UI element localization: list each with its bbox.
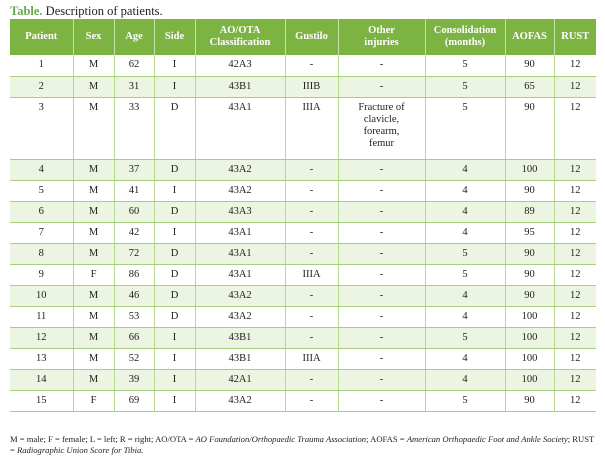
- table-footnote: [10, 434, 596, 456]
- cell-patient: 8: [10, 243, 73, 264]
- cell-patient: 5: [10, 180, 73, 201]
- cell-age: 86: [114, 264, 154, 285]
- table-row: [10, 97, 596, 159]
- table-row: [10, 306, 596, 327]
- cell-sex: M: [73, 327, 114, 348]
- cell-age: 52: [114, 348, 154, 369]
- table-row: [10, 180, 596, 201]
- cell-aofas: 90: [505, 55, 554, 76]
- cell-side: D: [154, 243, 195, 264]
- table-row: [10, 159, 596, 180]
- cell-aofas: 100: [505, 369, 554, 390]
- cell-ao-ota-classification: 43B1: [195, 327, 285, 348]
- cell-gustilo: -: [285, 306, 338, 327]
- cell-age: 41: [114, 180, 154, 201]
- cell-age: 42: [114, 222, 154, 243]
- table-row: [10, 243, 596, 264]
- cell-side: I: [154, 76, 195, 97]
- cell-sex: M: [73, 76, 114, 97]
- cell-aofas: 90: [505, 97, 554, 159]
- cell-gustilo: -: [285, 369, 338, 390]
- cell-patient: 7: [10, 222, 73, 243]
- cell-patient: 4: [10, 159, 73, 180]
- table-row: [10, 390, 596, 411]
- cell-rust: 12: [554, 222, 596, 243]
- cell-consolidation: 5: [425, 55, 505, 76]
- cell-consolidation: 4: [425, 306, 505, 327]
- cell-ao-ota-classification: 43A1: [195, 222, 285, 243]
- cell-aofas: 100: [505, 348, 554, 369]
- header-other-injuries: Other injuries: [338, 19, 425, 55]
- cell-rust: 12: [554, 159, 596, 180]
- cell-consolidation: 4: [425, 285, 505, 306]
- cell-patient: 14: [10, 369, 73, 390]
- footnote-text: ; RUST =: [10, 434, 595, 455]
- cell-consolidation: 5: [425, 264, 505, 285]
- cell-gustilo: IIIA: [285, 97, 338, 159]
- cell-other-injuries: -: [338, 243, 425, 264]
- header-side: Side: [154, 19, 195, 55]
- cell-side: I: [154, 390, 195, 411]
- cell-other-injuries: -: [338, 348, 425, 369]
- cell-age: 60: [114, 201, 154, 222]
- cell-consolidation: 4: [425, 369, 505, 390]
- cell-rust: 12: [554, 180, 596, 201]
- cell-sex: M: [73, 55, 114, 76]
- cell-rust: 12: [554, 55, 596, 76]
- cell-consolidation: 4: [425, 180, 505, 201]
- cell-ao-ota-classification: 43A2: [195, 285, 285, 306]
- cell-gustilo: -: [285, 55, 338, 76]
- cell-side: I: [154, 180, 195, 201]
- table-body: [10, 55, 596, 411]
- cell-side: D: [154, 201, 195, 222]
- table-row: [10, 222, 596, 243]
- cell-age: 53: [114, 306, 154, 327]
- header-gustilo: Gustilo: [285, 19, 338, 55]
- cell-rust: 12: [554, 327, 596, 348]
- cell-ao-ota-classification: 42A3: [195, 55, 285, 76]
- cell-other-injuries: -: [338, 264, 425, 285]
- header-rust: RUST: [554, 19, 596, 55]
- header-ao-ota-classification: AO/OTA Classification: [195, 19, 285, 55]
- cell-aofas: 100: [505, 159, 554, 180]
- cell-ao-ota-classification: 43A3: [195, 201, 285, 222]
- cell-rust: 12: [554, 306, 596, 327]
- cell-rust: 12: [554, 201, 596, 222]
- cell-age: 39: [114, 369, 154, 390]
- cell-aofas: 89: [505, 201, 554, 222]
- cell-side: I: [154, 327, 195, 348]
- cell-age: 62: [114, 55, 154, 76]
- cell-gustilo: -: [285, 201, 338, 222]
- cell-age: 46: [114, 285, 154, 306]
- cell-side: D: [154, 97, 195, 159]
- cell-sex: M: [73, 201, 114, 222]
- cell-ao-ota-classification: 43A2: [195, 306, 285, 327]
- cell-ao-ota-classification: 43B1: [195, 348, 285, 369]
- cell-patient: 9: [10, 264, 73, 285]
- cell-other-injuries: -: [338, 55, 425, 76]
- table-header: [10, 19, 596, 55]
- cell-gustilo: -: [285, 159, 338, 180]
- table-caption: [10, 3, 163, 19]
- cell-sex: M: [73, 243, 114, 264]
- cell-sex: F: [73, 390, 114, 411]
- cell-other-injuries: -: [338, 285, 425, 306]
- cell-age: 69: [114, 390, 154, 411]
- cell-age: 66: [114, 327, 154, 348]
- cell-patient: 13: [10, 348, 73, 369]
- cell-consolidation: 5: [425, 76, 505, 97]
- table-row: [10, 348, 596, 369]
- table-row: [10, 327, 596, 348]
- cell-rust: 12: [554, 76, 596, 97]
- cell-other-injuries: -: [338, 306, 425, 327]
- patients-table: [10, 19, 596, 412]
- cell-age: 72: [114, 243, 154, 264]
- cell-side: I: [154, 348, 195, 369]
- cell-gustilo: IIIA: [285, 348, 338, 369]
- header-row: [10, 19, 596, 55]
- cell-other-injuries: -: [338, 159, 425, 180]
- cell-aofas: 65: [505, 76, 554, 97]
- cell-side: D: [154, 285, 195, 306]
- cell-patient: 6: [10, 201, 73, 222]
- cell-patient: 2: [10, 76, 73, 97]
- cell-ao-ota-classification: 43A2: [195, 159, 285, 180]
- cell-patient: 15: [10, 390, 73, 411]
- cell-age: 31: [114, 76, 154, 97]
- header-patient: Patient: [10, 19, 73, 55]
- cell-gustilo: -: [285, 243, 338, 264]
- cell-aofas: 90: [505, 180, 554, 201]
- cell-side: D: [154, 306, 195, 327]
- header-age: Age: [114, 19, 154, 55]
- cell-ao-ota-classification: 43A1: [195, 97, 285, 159]
- cell-other-injuries: -: [338, 201, 425, 222]
- cell-gustilo: -: [285, 222, 338, 243]
- cell-sex: M: [73, 369, 114, 390]
- cell-rust: 12: [554, 390, 596, 411]
- cell-consolidation: 5: [425, 390, 505, 411]
- cell-patient: 3: [10, 97, 73, 159]
- cell-aofas: 90: [505, 285, 554, 306]
- cell-rust: 12: [554, 97, 596, 159]
- cell-rust: 12: [554, 243, 596, 264]
- cell-ao-ota-classification: 43A2: [195, 390, 285, 411]
- header-consolidation: Consolidation (months): [425, 19, 505, 55]
- cell-sex: M: [73, 306, 114, 327]
- cell-rust: 12: [554, 369, 596, 390]
- cell-aofas: 100: [505, 306, 554, 327]
- table-row: [10, 369, 596, 390]
- cell-aofas: 90: [505, 264, 554, 285]
- cell-ao-ota-classification: 43A2: [195, 180, 285, 201]
- cell-aofas: 100: [505, 327, 554, 348]
- cell-aofas: 95: [505, 222, 554, 243]
- footnote-text: M = male; F = female; L = left; R = right; AO/OTA =: [10, 434, 196, 444]
- table-row: [10, 55, 596, 76]
- cell-rust: 12: [554, 348, 596, 369]
- cell-age: 33: [114, 97, 154, 159]
- cell-other-injuries: -: [338, 369, 425, 390]
- cell-patient: 10: [10, 285, 73, 306]
- caption-text: Description of patients.: [42, 4, 163, 18]
- cell-rust: 12: [554, 264, 596, 285]
- table-row: [10, 285, 596, 306]
- cell-other-injuries: -: [338, 222, 425, 243]
- cell-consolidation: 4: [425, 201, 505, 222]
- cell-gustilo: -: [285, 390, 338, 411]
- table-row: [10, 264, 596, 285]
- cell-sex: M: [73, 180, 114, 201]
- cell-consolidation: 4: [425, 348, 505, 369]
- cell-other-injuries: Fracture of clavicle, forearm, femur: [338, 97, 425, 159]
- cell-consolidation: 5: [425, 97, 505, 159]
- cell-sex: M: [73, 348, 114, 369]
- cell-aofas: 90: [505, 390, 554, 411]
- cell-consolidation: 4: [425, 222, 505, 243]
- cell-gustilo: IIIA: [285, 264, 338, 285]
- header-sex: Sex: [73, 19, 114, 55]
- cell-aofas: 90: [505, 243, 554, 264]
- caption-label: Table.: [10, 4, 43, 18]
- cell-sex: F: [73, 264, 114, 285]
- cell-gustilo: -: [285, 180, 338, 201]
- cell-side: I: [154, 55, 195, 76]
- cell-other-injuries: -: [338, 180, 425, 201]
- cell-patient: 12: [10, 327, 73, 348]
- cell-gustilo: -: [285, 327, 338, 348]
- cell-age: 37: [114, 159, 154, 180]
- cell-rust: 12: [554, 285, 596, 306]
- cell-sex: M: [73, 159, 114, 180]
- table-row: [10, 76, 596, 97]
- footnote-ao-ota: AO Foundation/Orthopaedic Trauma Association: [195, 434, 367, 444]
- cell-side: I: [154, 222, 195, 243]
- cell-gustilo: IIIB: [285, 76, 338, 97]
- cell-sex: M: [73, 222, 114, 243]
- cell-ao-ota-classification: 43A1: [195, 243, 285, 264]
- header-aofas: AOFAS: [505, 19, 554, 55]
- cell-other-injuries: -: [338, 390, 425, 411]
- cell-other-injuries: -: [338, 327, 425, 348]
- cell-consolidation: 5: [425, 243, 505, 264]
- cell-ao-ota-classification: 43A1: [195, 264, 285, 285]
- table-row: [10, 201, 596, 222]
- cell-sex: M: [73, 285, 114, 306]
- cell-side: D: [154, 159, 195, 180]
- cell-consolidation: 5: [425, 327, 505, 348]
- cell-gustilo: -: [285, 285, 338, 306]
- cell-other-injuries: -: [338, 76, 425, 97]
- cell-patient: 1: [10, 55, 73, 76]
- cell-side: I: [154, 369, 195, 390]
- footnote-aofas: American Orthopaedic Foot and Ankle Society: [406, 434, 568, 444]
- footnote-text: ; AOFAS =: [366, 434, 407, 444]
- cell-sex: M: [73, 97, 114, 159]
- cell-side: D: [154, 264, 195, 285]
- cell-ao-ota-classification: 43B1: [195, 76, 285, 97]
- footnote-rust: Radiographic Union Score for Tibia.: [17, 445, 144, 455]
- cell-consolidation: 4: [425, 159, 505, 180]
- cell-ao-ota-classification: 42A1: [195, 369, 285, 390]
- cell-patient: 11: [10, 306, 73, 327]
